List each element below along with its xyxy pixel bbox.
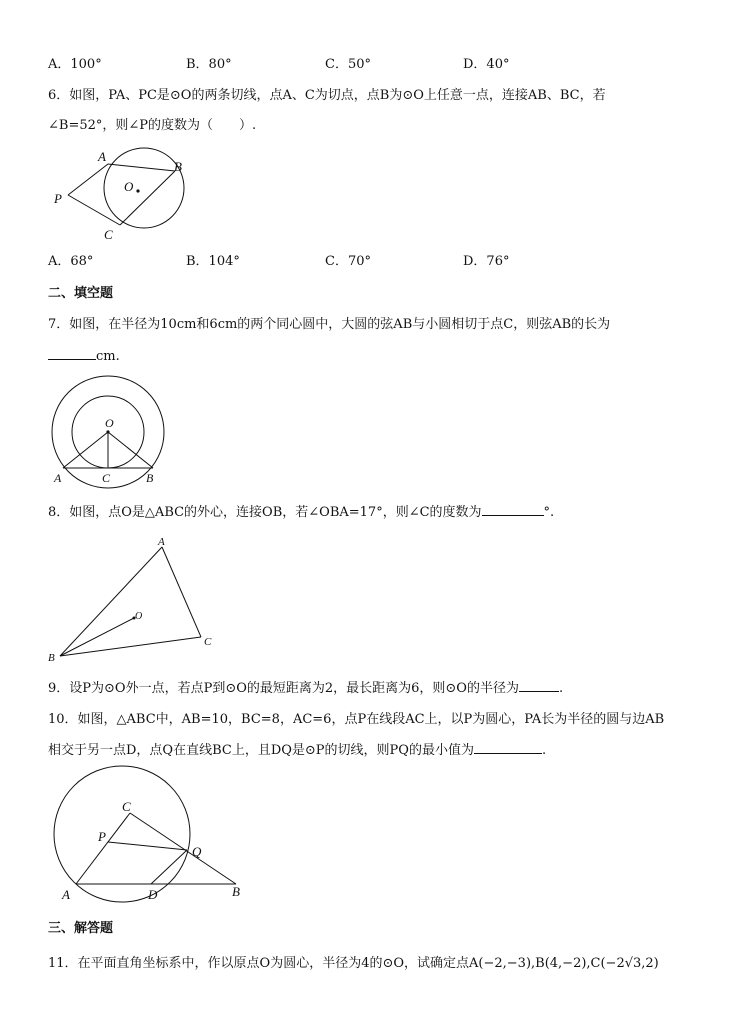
q9-answer-blank[interactable] <box>519 679 559 692</box>
q11-text-line1: 11．在平面直角坐标系中，作以原点O为圆心，半径为4的⊙O，试确定点A(−2,−3),B(4,−2),C(−2√3,2) <box>48 956 659 971</box>
q7-line-oa <box>63 432 108 468</box>
section-3-heading: 三、解答题 <box>48 921 114 936</box>
q8-label-o: O <box>135 611 143 622</box>
q7-label-o: O <box>105 416 114 430</box>
q10-line-bc <box>130 813 236 884</box>
q7-label-a: A <box>54 471 62 485</box>
q8-text <box>48 503 554 522</box>
q5-option-d: D．40° <box>463 57 510 72</box>
q10-label-b: B <box>232 884 240 899</box>
q7-label-b: B <box>146 471 154 485</box>
q8-text-suffix: °. <box>543 505 555 520</box>
q10-circle-p <box>54 766 190 902</box>
q8-line-ob <box>60 618 134 656</box>
q6-option-d: D．76° <box>463 254 510 269</box>
q10-label-c: C <box>122 799 131 814</box>
q8-figure <box>44 535 224 665</box>
q7-center-dot <box>106 430 109 433</box>
q6-label-a: A <box>98 149 106 164</box>
q9-text <box>48 679 563 698</box>
q10-label-d: D <box>148 887 158 902</box>
q8-line-ac <box>162 547 201 637</box>
q10-label-a: A <box>62 887 70 902</box>
section-2-heading: 二、填空题 <box>48 286 114 301</box>
q10-text-suffix: . <box>541 743 547 758</box>
q6-label-c: C <box>104 227 113 242</box>
q10-line-ac <box>76 813 130 884</box>
q8-label-a: A <box>158 536 165 548</box>
q6-option-b: B．104° <box>186 254 240 269</box>
q6-figure <box>40 145 240 245</box>
q9-text-prefix: 9．设P为⊙O外一点，若点P到⊙O的最短距离为2，最长距离为6，则⊙O的半径为 <box>48 681 519 696</box>
q6-text-line1: 6．如图，PA、PC是⊙O的两条切线，点A、C为切点，点B为⊙O上任意一点，连接AB、BC，若 <box>48 88 606 103</box>
q5-option-b: B．80° <box>186 57 232 72</box>
q7-figure <box>46 375 176 485</box>
q6-label-b: B <box>174 159 182 174</box>
q6-label-p: P <box>54 191 62 206</box>
q7-unit: cm. <box>96 349 120 364</box>
q6-circle-o <box>104 148 184 228</box>
q6-line-pa <box>68 164 108 195</box>
q6-option-a: A．68° <box>48 254 94 269</box>
q10-label-q: Q <box>192 844 202 859</box>
q5-option-a: A．100° <box>48 57 102 72</box>
q10-figure <box>50 772 270 902</box>
q7-answer-blank[interactable] <box>48 347 96 360</box>
q6-option-c: C．70° <box>325 254 371 269</box>
q6-line-pc <box>68 195 120 225</box>
q7-line-ob <box>108 432 153 468</box>
q6-text-line2: ∠B=52°，则∠P的度数为（ ）. <box>48 118 257 133</box>
q10-text-prefix: 相交于另一点D，点Q在直线BC上，且DQ是⊙P的切线，则PQ的最小值为 <box>48 743 474 758</box>
q8-answer-blank[interactable] <box>482 503 544 516</box>
q8-line-ab <box>60 547 162 656</box>
q8-label-c: C <box>204 636 212 648</box>
q10-answer-blank[interactable] <box>474 741 542 754</box>
q8-line-bc <box>60 637 201 656</box>
q7-label-c: C <box>102 471 111 485</box>
q8-label-b: B <box>48 652 55 664</box>
q6-label-o: O <box>124 179 134 194</box>
q10-text-line2 <box>48 741 546 760</box>
q7-text-line2 <box>48 347 120 366</box>
q10-text-line1: 10．如图，△ABC中，AB=10，BC=8，AC=6，点P在线段AC上，以P为圆心，PA长为半径的圆与边AB <box>48 712 665 727</box>
q10-label-p: P <box>98 829 106 844</box>
q8-text-prefix: 8．如图，点O是△ABC的外心，连接OB，若∠OBA=17°，则∠C的度数为 <box>48 505 482 520</box>
q6-line-ab <box>108 164 175 171</box>
q6-center-dot <box>136 189 139 192</box>
q7-text-line1: 7．如图，在半径为10cm和6cm的两个同心圆中，大圆的弦AB与小圆相切于点C，则弦AB的长为 <box>48 317 611 332</box>
q5-option-c: C．50° <box>325 57 371 72</box>
q9-text-suffix: . <box>558 681 564 696</box>
